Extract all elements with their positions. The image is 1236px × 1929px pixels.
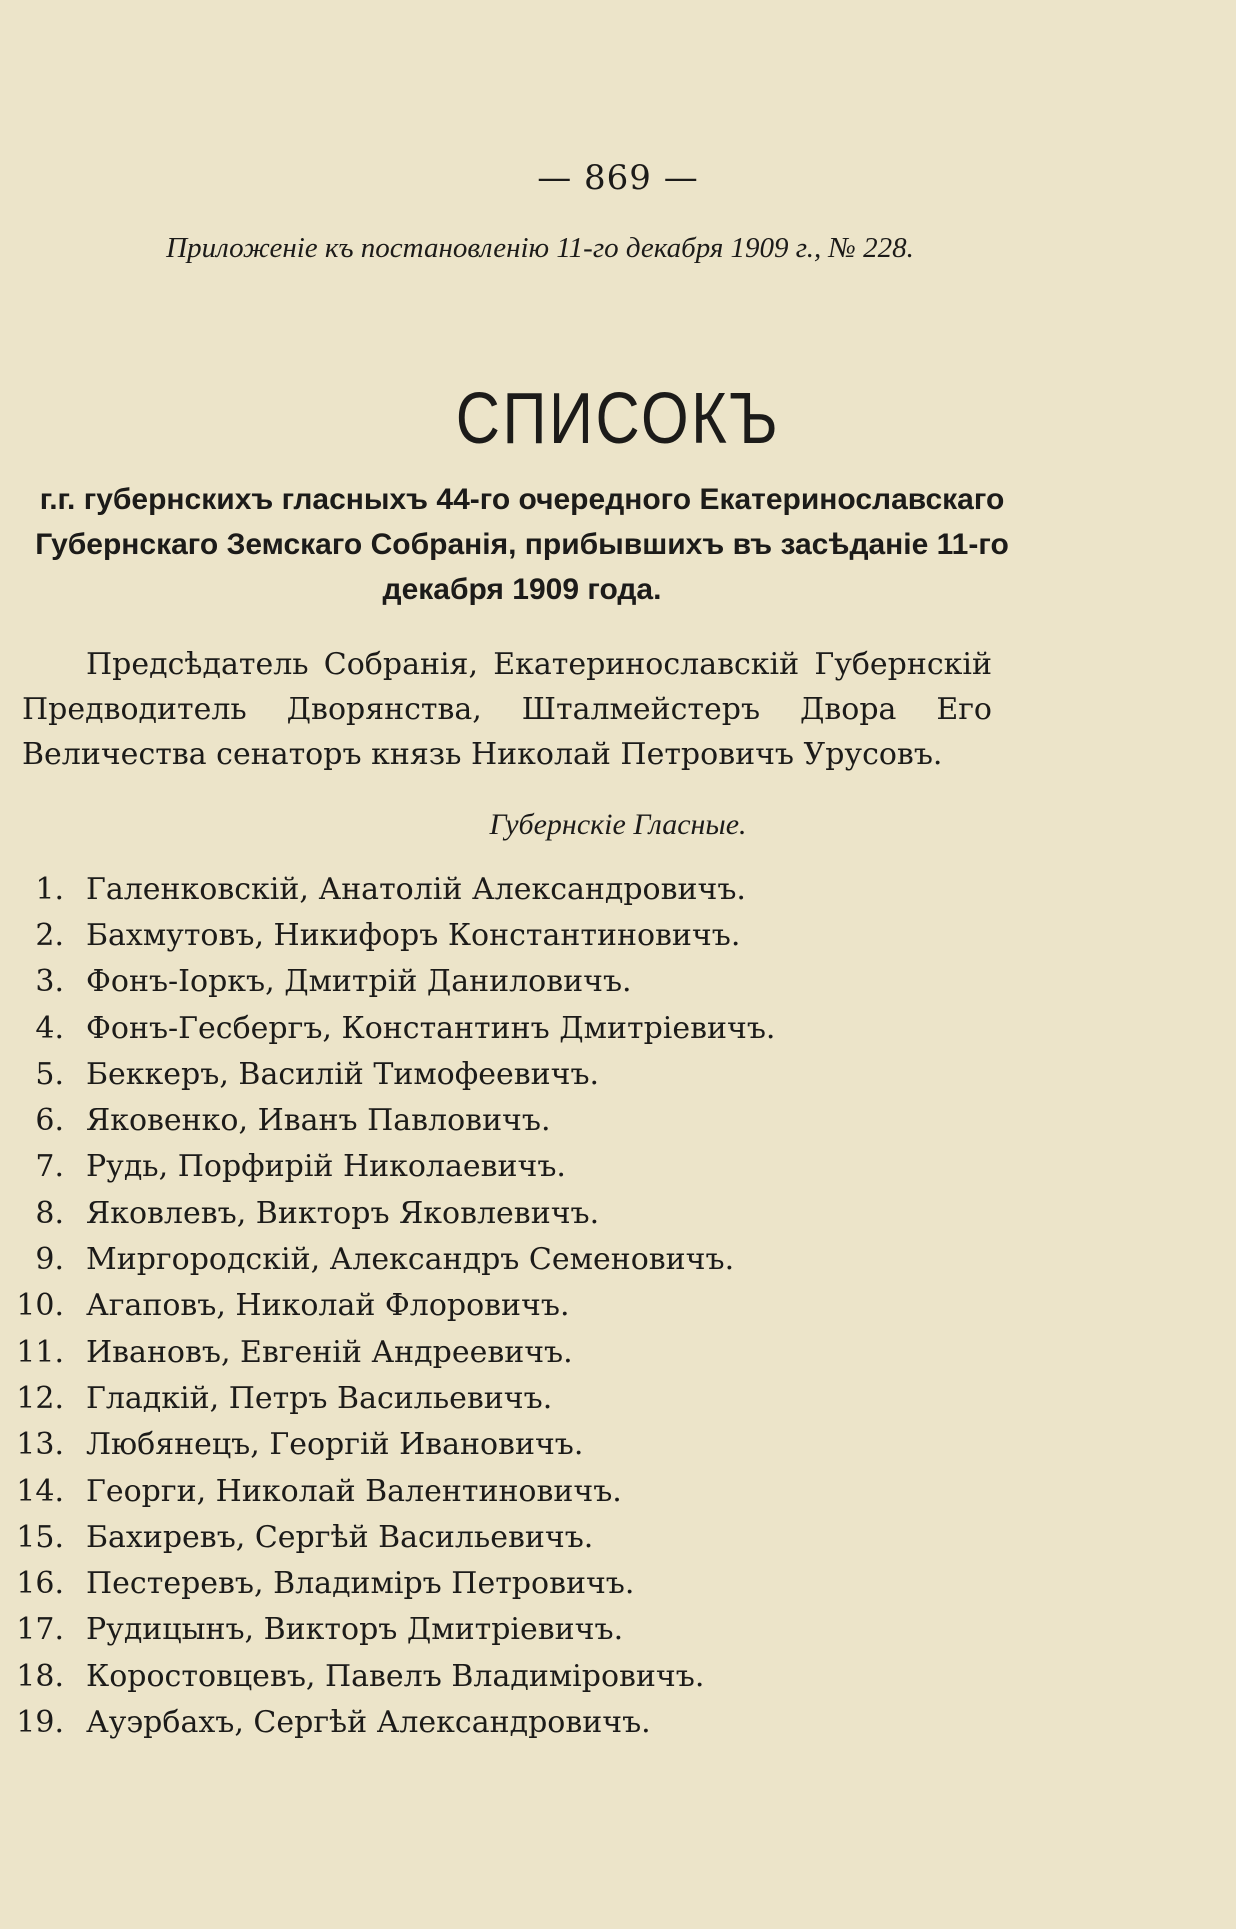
member-number: 4.: [35, 1010, 64, 1046]
member-number: 12.: [16, 1380, 64, 1416]
member-number: 10.: [16, 1288, 64, 1324]
member-name: Яковлевъ, Викторъ Яковлевичъ.: [86, 1195, 600, 1231]
list-item: [0, 1514, 1236, 1560]
list-item: [0, 912, 1236, 958]
list-item: [0, 1051, 1236, 1097]
member-list: [0, 866, 1236, 1746]
appendix-note: Приложеніе къ постановленію 11-го декабря 1909 г., № 228.: [166, 232, 914, 264]
member-number: 8.: [35, 1195, 64, 1231]
chairman-paragraph: Предсѣдатель Собранія, Екатеринославскій Губернскій Предводитель Дворянства, Шталмейстеръ Двора Его Величества сенаторъ князь Николай Петровичъ Урусовъ.: [22, 647, 992, 772]
member-number: 15.: [16, 1519, 64, 1555]
member-name: Агаповъ, Николай Флоровичъ.: [86, 1288, 570, 1324]
member-name: Ивановъ, Евгеній Андреевичъ.: [86, 1334, 573, 1370]
member-name: Фонъ-Гесбергъ, Константинъ Дмитріевичъ.: [86, 1010, 776, 1046]
member-name: Галенковскій, Анатолій Александровичъ.: [86, 871, 746, 907]
list-item: [0, 1699, 1236, 1745]
document-subtitle: г.г. губернскихъ гласныхъ 44-го очередного Екатеринославскаго Губернскаго Земскаго Собранія, прибывшихъ въ засѣданіе 11-го декабря 1909 года.: [35, 483, 1009, 606]
list-item: [0, 1005, 1236, 1051]
list-item: [0, 1422, 1236, 1468]
list-item: [0, 1236, 1236, 1282]
member-number: 18.: [16, 1658, 64, 1694]
member-number: 19.: [16, 1704, 64, 1740]
member-number: 5.: [35, 1056, 64, 1092]
member-number: 2.: [35, 917, 64, 953]
document-title: СПИСОКЪ: [455, 379, 781, 459]
member-name: Яковенко, Иванъ Павловичъ.: [86, 1103, 551, 1139]
list-item: [0, 866, 1236, 912]
member-name: Бахиревъ, Сергѣй Васильевичъ.: [86, 1519, 594, 1555]
member-number: 9.: [35, 1242, 64, 1278]
member-number: 16.: [16, 1566, 64, 1602]
member-number: 1.: [35, 871, 64, 907]
list-item: [0, 1190, 1236, 1236]
list-item: [0, 1468, 1236, 1514]
list-item: [0, 1329, 1236, 1375]
member-number: 6.: [35, 1103, 64, 1139]
member-name: Гладкій, Петръ Васильевичъ.: [86, 1380, 553, 1416]
list-item: [0, 1097, 1236, 1143]
list-item: [0, 1375, 1236, 1421]
list-item: [0, 1283, 1236, 1329]
member-name: Коростовцевъ, Павелъ Владиміровичъ.: [86, 1658, 705, 1694]
member-number: 14.: [16, 1473, 64, 1509]
list-item: [0, 1144, 1236, 1190]
member-number: 3.: [35, 964, 64, 1000]
member-name: Беккеръ, Василій Тимофеевичъ.: [86, 1056, 600, 1092]
member-number: 17.: [16, 1612, 64, 1648]
member-name: Рудицынъ, Викторъ Дмитріевичъ.: [86, 1612, 624, 1648]
section-heading: Губернскіе Гласные.: [489, 808, 747, 841]
list-item: [0, 1560, 1236, 1606]
member-name: Пестеревъ, Владиміръ Петровичъ.: [86, 1566, 635, 1602]
list-item: [0, 959, 1236, 1005]
member-name: Бахмутовъ, Никифоръ Константиновичъ.: [86, 917, 741, 953]
list-item: [0, 1607, 1236, 1653]
list-item: [0, 1653, 1236, 1699]
member-number: 11.: [16, 1334, 64, 1370]
member-number: 7.: [35, 1149, 64, 1185]
member-name: Ауэрбахъ, Сергѣй Александровичъ.: [86, 1704, 651, 1740]
member-name: Любянецъ, Георгій Ивановичъ.: [86, 1427, 584, 1463]
member-name: Рудь, Порфирій Николаевичъ.: [86, 1149, 566, 1185]
member-name: Георги, Николай Валентиновичъ.: [86, 1473, 622, 1509]
member-number: 13.: [16, 1427, 64, 1463]
member-name: Фонъ-Іоркъ, Дмитрій Даниловичъ.: [86, 964, 632, 1000]
page-number: — 869 —: [537, 158, 699, 198]
member-name: Миргородскій, Александръ Семеновичъ.: [86, 1242, 735, 1278]
